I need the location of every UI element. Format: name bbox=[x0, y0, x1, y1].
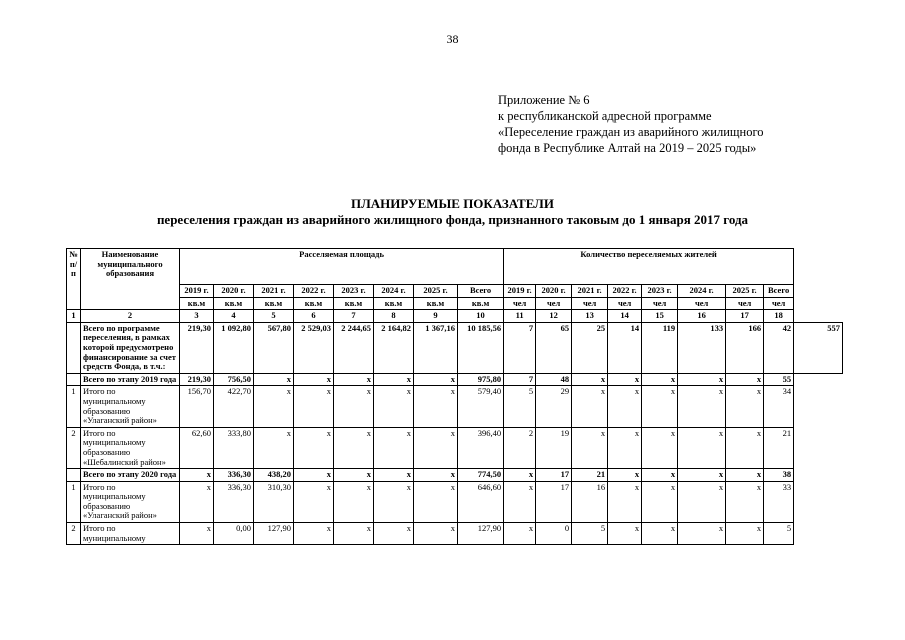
row-value: x bbox=[334, 481, 374, 522]
header-area-unit: кв.м bbox=[334, 297, 374, 310]
row-value: 127,90 bbox=[254, 523, 294, 545]
row-value: x bbox=[726, 427, 764, 468]
column-index: 16 bbox=[678, 310, 726, 323]
row-value: x bbox=[572, 373, 608, 386]
header-people-year: 2021 г. bbox=[572, 285, 608, 298]
row-value: 34 bbox=[764, 386, 794, 427]
row-value: 646,60 bbox=[458, 481, 504, 522]
header-area-unit: кв.м bbox=[374, 297, 414, 310]
row-value: 336,30 bbox=[214, 469, 254, 482]
row-value: x bbox=[678, 469, 726, 482]
row-value: 5 bbox=[764, 523, 794, 545]
header-area-year: 2021 г. bbox=[254, 285, 294, 298]
header-people-unit: чел bbox=[726, 297, 764, 310]
header-people-year: 2024 г. bbox=[678, 285, 726, 298]
row-value: 5 bbox=[504, 386, 536, 427]
row-value: x bbox=[642, 481, 678, 522]
header-people-year: 2025 г. bbox=[726, 285, 764, 298]
row-value: 2 bbox=[504, 427, 536, 468]
header-people-unit: чел bbox=[608, 297, 642, 310]
row-value: x bbox=[726, 481, 764, 522]
row-value: 5 bbox=[572, 523, 608, 545]
row-value: 65 bbox=[536, 322, 572, 373]
row-value: x bbox=[254, 427, 294, 468]
appendix-line: к республиканской адресной программе bbox=[498, 109, 712, 123]
row-value: x bbox=[678, 481, 726, 522]
row-value: x bbox=[608, 469, 642, 482]
row-value: x bbox=[572, 427, 608, 468]
row-value: 29 bbox=[536, 386, 572, 427]
row-value: 422,70 bbox=[214, 386, 254, 427]
row-value: x bbox=[504, 481, 536, 522]
row-value: x bbox=[414, 427, 458, 468]
header-name: Наименование муниципального образования bbox=[81, 249, 180, 310]
row-value: x bbox=[726, 523, 764, 545]
row-value: x bbox=[726, 469, 764, 482]
row-name: Всего по этапу 2019 года bbox=[81, 373, 180, 386]
row-value: 975,80 bbox=[458, 373, 504, 386]
header-people-year: 2023 г. bbox=[642, 285, 678, 298]
row-value: 48 bbox=[536, 373, 572, 386]
row-value: x bbox=[678, 523, 726, 545]
row-value: 2 164,82 bbox=[374, 322, 414, 373]
row-value: 1 092,80 bbox=[214, 322, 254, 373]
table-row bbox=[67, 386, 843, 427]
row-value: 55 bbox=[764, 373, 794, 386]
page-number: 38 bbox=[446, 32, 459, 46]
row-value: x bbox=[642, 469, 678, 482]
row-number: 2 bbox=[67, 523, 81, 545]
row-value: x bbox=[374, 523, 414, 545]
column-index: 12 bbox=[536, 310, 572, 323]
row-name: Итого по муниципальному образованию «Улаганский район» bbox=[81, 386, 180, 427]
row-name: Итого по муниципальному образованию «Улаганский район» bbox=[81, 481, 180, 522]
row-value: 1 367,16 bbox=[414, 322, 458, 373]
row-value: x bbox=[294, 373, 334, 386]
header-people-unit: чел bbox=[572, 297, 608, 310]
row-value: x bbox=[374, 481, 414, 522]
row-value: 756,50 bbox=[214, 373, 254, 386]
row-value: x bbox=[374, 386, 414, 427]
row-value: x bbox=[504, 523, 536, 545]
column-index: 4 bbox=[214, 310, 254, 323]
row-value: 579,40 bbox=[458, 386, 504, 427]
row-name: Всего по этапу 2020 года bbox=[81, 469, 180, 482]
header-area-year: Всего bbox=[458, 285, 504, 298]
header-people-group: Количество переселяемых жителей bbox=[504, 249, 794, 285]
column-index: 9 bbox=[414, 310, 458, 323]
row-value: 310,30 bbox=[254, 481, 294, 522]
row-value: 62,60 bbox=[180, 427, 214, 468]
header-area-year: 2022 г. bbox=[294, 285, 334, 298]
row-value: 17 bbox=[536, 481, 572, 522]
appendix-note bbox=[498, 92, 764, 156]
row-number: 1 bbox=[67, 481, 81, 522]
row-name: Всего по программе переселения, в рамках которой предусмотрено финансирование за счет средств Фонда, в т.ч.: bbox=[81, 322, 180, 373]
row-value: x bbox=[374, 469, 414, 482]
row-value: x bbox=[374, 427, 414, 468]
column-index: 11 bbox=[504, 310, 536, 323]
row-value: 25 bbox=[572, 322, 608, 373]
row-number bbox=[67, 322, 81, 373]
row-value: x bbox=[180, 523, 214, 545]
row-value: 10 185,56 bbox=[458, 322, 504, 373]
row-value: x bbox=[294, 523, 334, 545]
indicators-table bbox=[66, 248, 843, 545]
row-value: x bbox=[334, 469, 374, 482]
row-number: 2 bbox=[67, 427, 81, 468]
column-index: 18 bbox=[764, 310, 794, 323]
row-value: x bbox=[678, 373, 726, 386]
row-value: x bbox=[294, 469, 334, 482]
row-value: 127,90 bbox=[458, 523, 504, 545]
header-area-unit: кв.м bbox=[180, 297, 214, 310]
row-value: x bbox=[642, 427, 678, 468]
row-value: x bbox=[374, 373, 414, 386]
row-value: x bbox=[334, 373, 374, 386]
row-value: 38 bbox=[764, 469, 794, 482]
row-value: x bbox=[642, 523, 678, 545]
column-index: 17 bbox=[726, 310, 764, 323]
row-value: x bbox=[608, 481, 642, 522]
row-value: 7 bbox=[504, 322, 536, 373]
row-value: x bbox=[254, 386, 294, 427]
header-area-year: 2023 г. bbox=[334, 285, 374, 298]
row-value: x bbox=[504, 469, 536, 482]
header-people-unit: чел bbox=[764, 297, 794, 310]
row-value: 133 bbox=[678, 322, 726, 373]
header-people-unit: чел bbox=[504, 297, 536, 310]
row-value: 219,30 bbox=[180, 373, 214, 386]
row-value: x bbox=[414, 523, 458, 545]
row-value: 557 bbox=[794, 322, 843, 373]
row-value: x bbox=[608, 386, 642, 427]
header-area-year: 2019 г. bbox=[180, 285, 214, 298]
header-area-year: 2024 г. bbox=[374, 285, 414, 298]
header-people-year: 2020 г. bbox=[536, 285, 572, 298]
column-index: 2 bbox=[81, 310, 180, 323]
row-value: 7 bbox=[504, 373, 536, 386]
header-area-unit: кв.м bbox=[254, 297, 294, 310]
row-value: x bbox=[334, 523, 374, 545]
header-area-year: 2025 г. bbox=[414, 285, 458, 298]
row-value: 774,50 bbox=[458, 469, 504, 482]
row-value: x bbox=[642, 373, 678, 386]
row-value: 33 bbox=[764, 481, 794, 522]
row-value: x bbox=[414, 481, 458, 522]
row-value: 166 bbox=[726, 322, 764, 373]
row-value: x bbox=[608, 427, 642, 468]
column-index: 10 bbox=[458, 310, 504, 323]
appendix-line: фонда в Республике Алтай на 2019 – 2025 годы» bbox=[498, 141, 757, 155]
table-row bbox=[67, 469, 843, 482]
header-num: № п/ п bbox=[67, 249, 81, 310]
column-index: 8 bbox=[374, 310, 414, 323]
row-value: x bbox=[726, 386, 764, 427]
row-value: x bbox=[180, 469, 214, 482]
appendix-line: «Переселение граждан из аварийного жилищного bbox=[498, 125, 764, 139]
row-value: x bbox=[726, 373, 764, 386]
header-area-unit: кв.м bbox=[294, 297, 334, 310]
row-value: 21 bbox=[764, 427, 794, 468]
row-value: x bbox=[678, 427, 726, 468]
column-index: 15 bbox=[642, 310, 678, 323]
row-value: 17 bbox=[536, 469, 572, 482]
header-area-group: Расселяемая площадь bbox=[180, 249, 504, 285]
table-row bbox=[67, 427, 843, 468]
row-value: x bbox=[414, 373, 458, 386]
column-index: 13 bbox=[572, 310, 608, 323]
column-index: 1 bbox=[67, 310, 81, 323]
row-number bbox=[67, 373, 81, 386]
row-value: x bbox=[572, 386, 608, 427]
row-value: x bbox=[334, 386, 374, 427]
row-number: 1 bbox=[67, 386, 81, 427]
column-index: 6 bbox=[294, 310, 334, 323]
header-area-unit: кв.м bbox=[458, 297, 504, 310]
row-value: 42 bbox=[764, 322, 794, 373]
column-index: 3 bbox=[180, 310, 214, 323]
row-number bbox=[67, 469, 81, 482]
row-value: 16 bbox=[572, 481, 608, 522]
row-value: 14 bbox=[608, 322, 642, 373]
row-value: 333,80 bbox=[214, 427, 254, 468]
header-area-unit: кв.м bbox=[414, 297, 458, 310]
column-index: 7 bbox=[334, 310, 374, 323]
row-value: 396,40 bbox=[458, 427, 504, 468]
row-value: x bbox=[414, 386, 458, 427]
header-people-unit: чел bbox=[536, 297, 572, 310]
row-value: x bbox=[334, 427, 374, 468]
header-people-year: 2019 г. bbox=[504, 285, 536, 298]
row-value: 19 bbox=[536, 427, 572, 468]
row-name: Итого по муниципальному образованию «Шебалинский район» bbox=[81, 427, 180, 468]
header-people-unit: чел bbox=[642, 297, 678, 310]
table-row bbox=[67, 481, 843, 522]
row-value: 336,30 bbox=[214, 481, 254, 522]
header-area-unit: кв.м bbox=[214, 297, 254, 310]
row-value: 119 bbox=[642, 322, 678, 373]
row-value: x bbox=[414, 469, 458, 482]
row-value: 21 bbox=[572, 469, 608, 482]
document-subtitle: переселения граждан из аварийного жилищного фонда, признанного таковым до 1 января 2017 года bbox=[156, 212, 749, 227]
row-value: x bbox=[642, 386, 678, 427]
table-row bbox=[67, 523, 843, 545]
row-value: 2 529,03 bbox=[294, 322, 334, 373]
row-value: 2 244,65 bbox=[334, 322, 374, 373]
header-people-unit: чел bbox=[678, 297, 726, 310]
column-index: 14 bbox=[608, 310, 642, 323]
row-value: 0,00 bbox=[214, 523, 254, 545]
row-value: x bbox=[608, 373, 642, 386]
row-value: 0 bbox=[536, 523, 572, 545]
row-value: x bbox=[254, 373, 294, 386]
column-index: 5 bbox=[254, 310, 294, 323]
header-people-year: 2022 г. bbox=[608, 285, 642, 298]
row-value: x bbox=[294, 427, 334, 468]
header-area-year: 2020 г. bbox=[214, 285, 254, 298]
document-title: ПЛАНИРУЕМЫЕ ПОКАЗАТЕЛИ bbox=[351, 196, 554, 211]
row-value: x bbox=[294, 481, 334, 522]
table-row bbox=[67, 373, 843, 386]
row-value: x bbox=[294, 386, 334, 427]
row-value: x bbox=[608, 523, 642, 545]
header-people-year: Всего bbox=[764, 285, 794, 298]
row-value: 438,20 bbox=[254, 469, 294, 482]
row-value: 156,70 bbox=[180, 386, 214, 427]
row-value: 219,30 bbox=[180, 322, 214, 373]
row-value: 567,80 bbox=[254, 322, 294, 373]
row-value: x bbox=[180, 481, 214, 522]
appendix-line: Приложение № 6 bbox=[498, 93, 590, 107]
row-value: x bbox=[678, 386, 726, 427]
table-row bbox=[67, 322, 843, 373]
row-name: Итого по муниципальному bbox=[81, 523, 180, 545]
